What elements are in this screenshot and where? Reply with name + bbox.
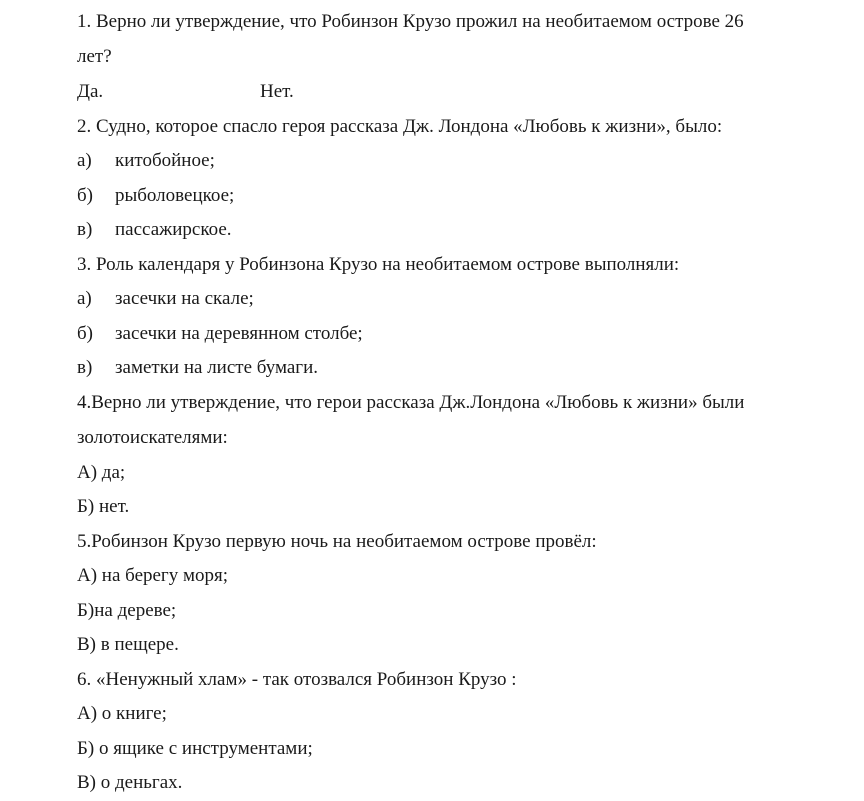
answer-yes: Да.: [77, 81, 104, 102]
option-text: пассажирское.: [115, 219, 232, 240]
option-text: засечки на деревянном столбе;: [115, 323, 363, 344]
question-4-line-1: 4.Верно ли утверждение, что герои рассказа Дж.Лондона «Любовь к жизни» были: [77, 392, 745, 413]
question-4-option-b: Б) нет.: [77, 496, 130, 517]
option-text: китобойное;: [115, 150, 215, 171]
question-2-option-a: [77, 149, 215, 173]
question-6-option-b: Б) о ящике с инструментами;: [77, 738, 313, 759]
question-5-option-c: В) в пещере.: [77, 634, 179, 655]
question-5-option-b: Б)на дереве;: [77, 600, 177, 621]
question-6-text: 6. «Ненужный хлам» - так отозвался Робинзон Крузо :: [77, 669, 517, 690]
question-3-text: 3. Роль календаря у Робинзона Крузо на необитаемом острове выполняли:: [77, 254, 680, 275]
option-letter: а): [77, 150, 92, 171]
question-2-option-b: [77, 184, 234, 208]
option-text: рыболовецкое;: [115, 185, 235, 206]
question-3-option-c: [77, 356, 318, 380]
question-3-option-a: [77, 287, 254, 311]
option-text: заметки на листе бумаги.: [115, 357, 318, 378]
question-2-text: 2. Судно, которое спасло героя рассказа Дж. Лондона «Любовь к жизни», было:: [77, 116, 723, 137]
question-4-line-2: золотоискателями:: [77, 427, 228, 448]
question-4-option-a: А) да;: [77, 462, 126, 483]
question-1-line-1: 1. Верно ли утверждение, что Робинзон Крузо прожил на необитаемом острове 26: [77, 11, 744, 32]
question-3-option-b: [77, 322, 363, 346]
answer-no: Нет.: [260, 81, 294, 102]
question-1-line-2: лет?: [77, 46, 112, 67]
question-2-option-c: [77, 218, 232, 242]
option-letter: б): [77, 185, 93, 206]
option-letter: б): [77, 323, 93, 344]
question-1-answers: [77, 80, 477, 104]
question-6-option-a: А) о книге;: [77, 703, 167, 724]
option-letter: а): [77, 288, 92, 309]
option-letter: в): [77, 219, 93, 240]
question-5-option-a: А) на берегу моря;: [77, 565, 229, 586]
question-5-text: 5.Робинзон Крузо первую ночь на необитаемом острове провёл:: [77, 531, 597, 552]
question-6-option-c: В) о деньгах.: [77, 772, 183, 793]
option-letter: в): [77, 357, 93, 378]
option-text: засечки на скале;: [115, 288, 254, 309]
